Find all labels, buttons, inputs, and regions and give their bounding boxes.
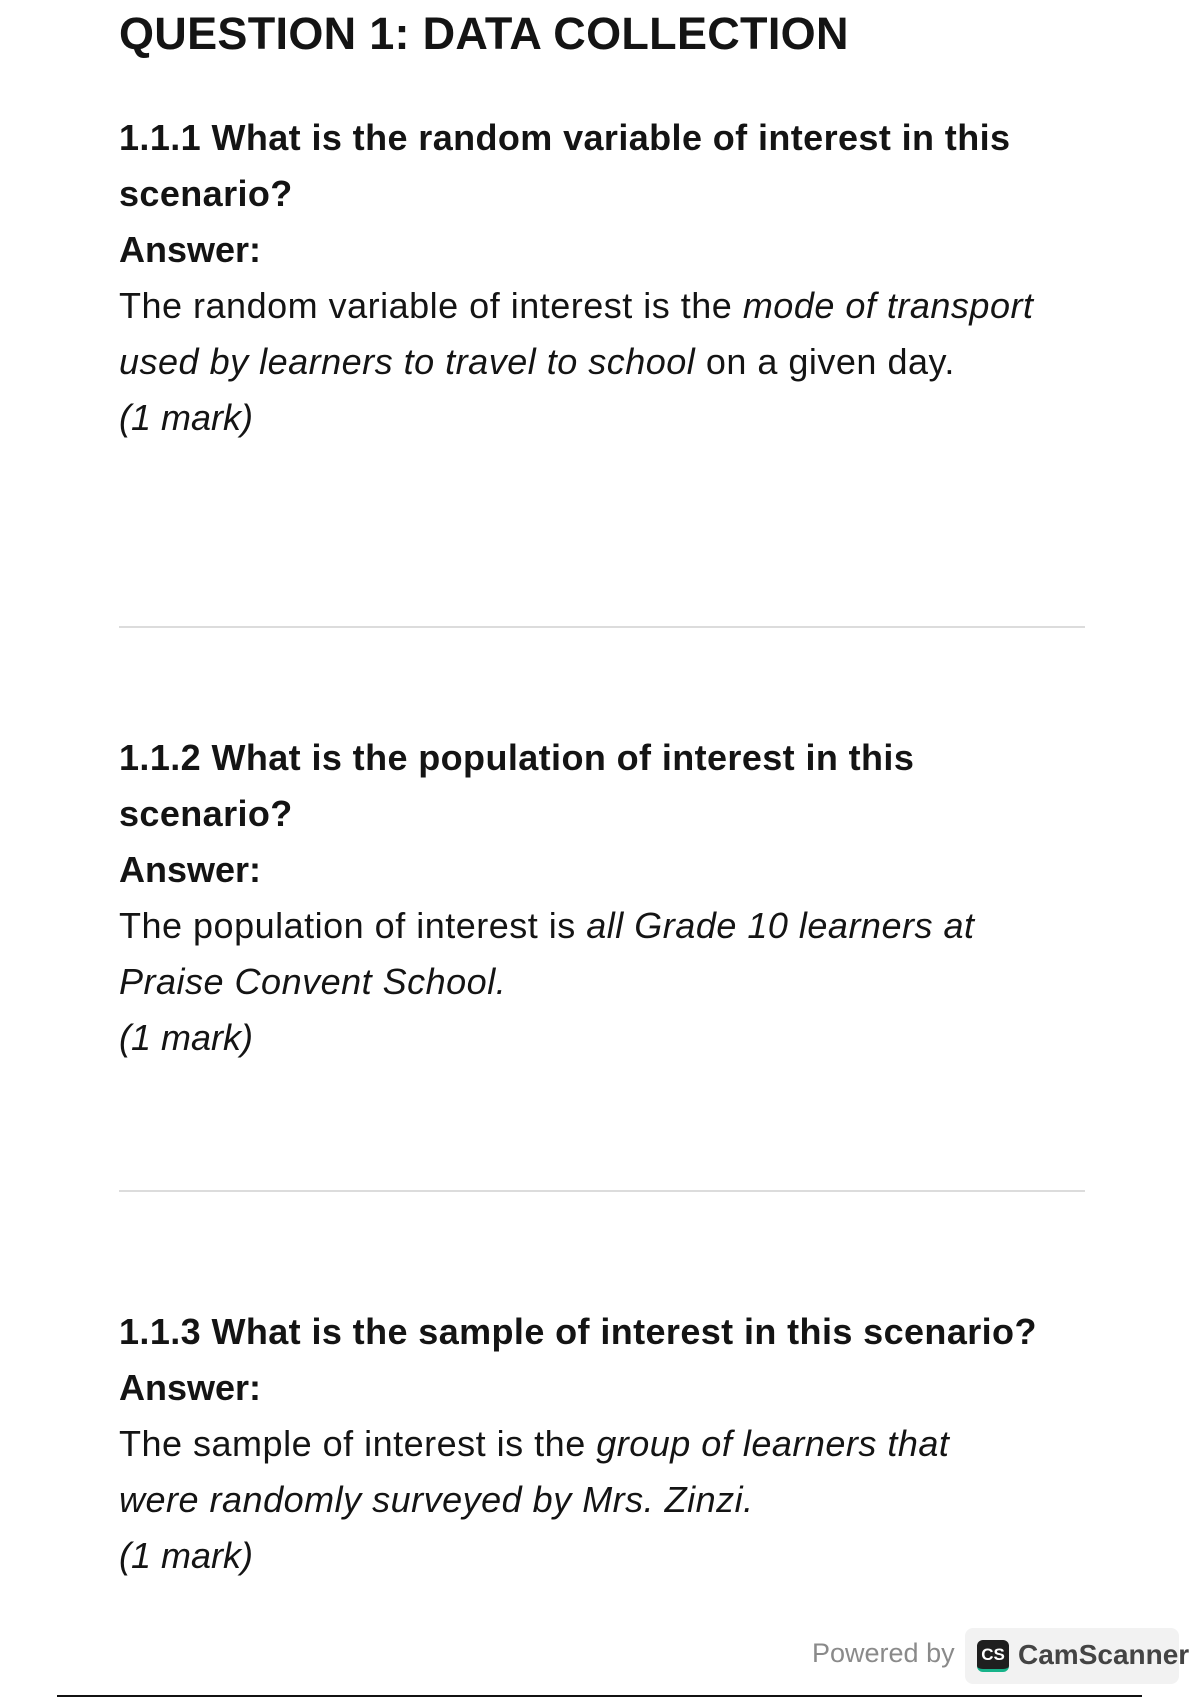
answer-text [119, 898, 1039, 1010]
answer-label: Answer: [119, 849, 262, 890]
answer-run: The population of interest is [119, 905, 587, 946]
answer-text [119, 1416, 1019, 1528]
divider [119, 1190, 1085, 1192]
answer-label: Answer: [119, 229, 262, 270]
answer-emphasis: group of learners that were randomly surveyed by Mrs. Zinzi. [119, 1423, 950, 1520]
mark-label: (1 mark) [119, 1535, 253, 1576]
question-block-3 [119, 1304, 1099, 1584]
powered-by-label: Powered by [812, 1638, 955, 1668]
answer-emphasis: all Grade 10 learners at Praise Convent School. [119, 905, 975, 1002]
page-title: QUESTION 1: DATA COLLECTION [119, 8, 849, 59]
answer-run: The sample of interest is the [119, 1423, 597, 1464]
divider [119, 626, 1085, 628]
camscanner-badge [965, 1628, 1190, 1684]
answer-text [119, 278, 1094, 390]
question-block-2 [119, 730, 1099, 1066]
question-block-1 [119, 110, 1099, 446]
camscanner-brand-name: CamScanner [1018, 1639, 1190, 1670]
question-text: 1.1.2 What is the population of interest in this scenario? [119, 737, 915, 834]
camscanner-logo-icon: CS [977, 1640, 1009, 1672]
footer-rule [57, 1695, 1142, 1697]
answer-run: on a given day. [695, 341, 955, 382]
question-text: 1.1.1 What is the random variable of interest in this scenario? [119, 117, 1011, 214]
mark-label: (1 mark) [119, 397, 253, 438]
question-text: 1.1.3 What is the sample of interest in this scenario? [119, 1311, 1037, 1352]
mark-label: (1 mark) [119, 1017, 253, 1058]
answer-label: Answer: [119, 1367, 262, 1408]
answer-run: The random variable of interest is the [119, 285, 743, 326]
answer-emphasis: mode of transport used by learners to travel to school [119, 285, 1034, 382]
